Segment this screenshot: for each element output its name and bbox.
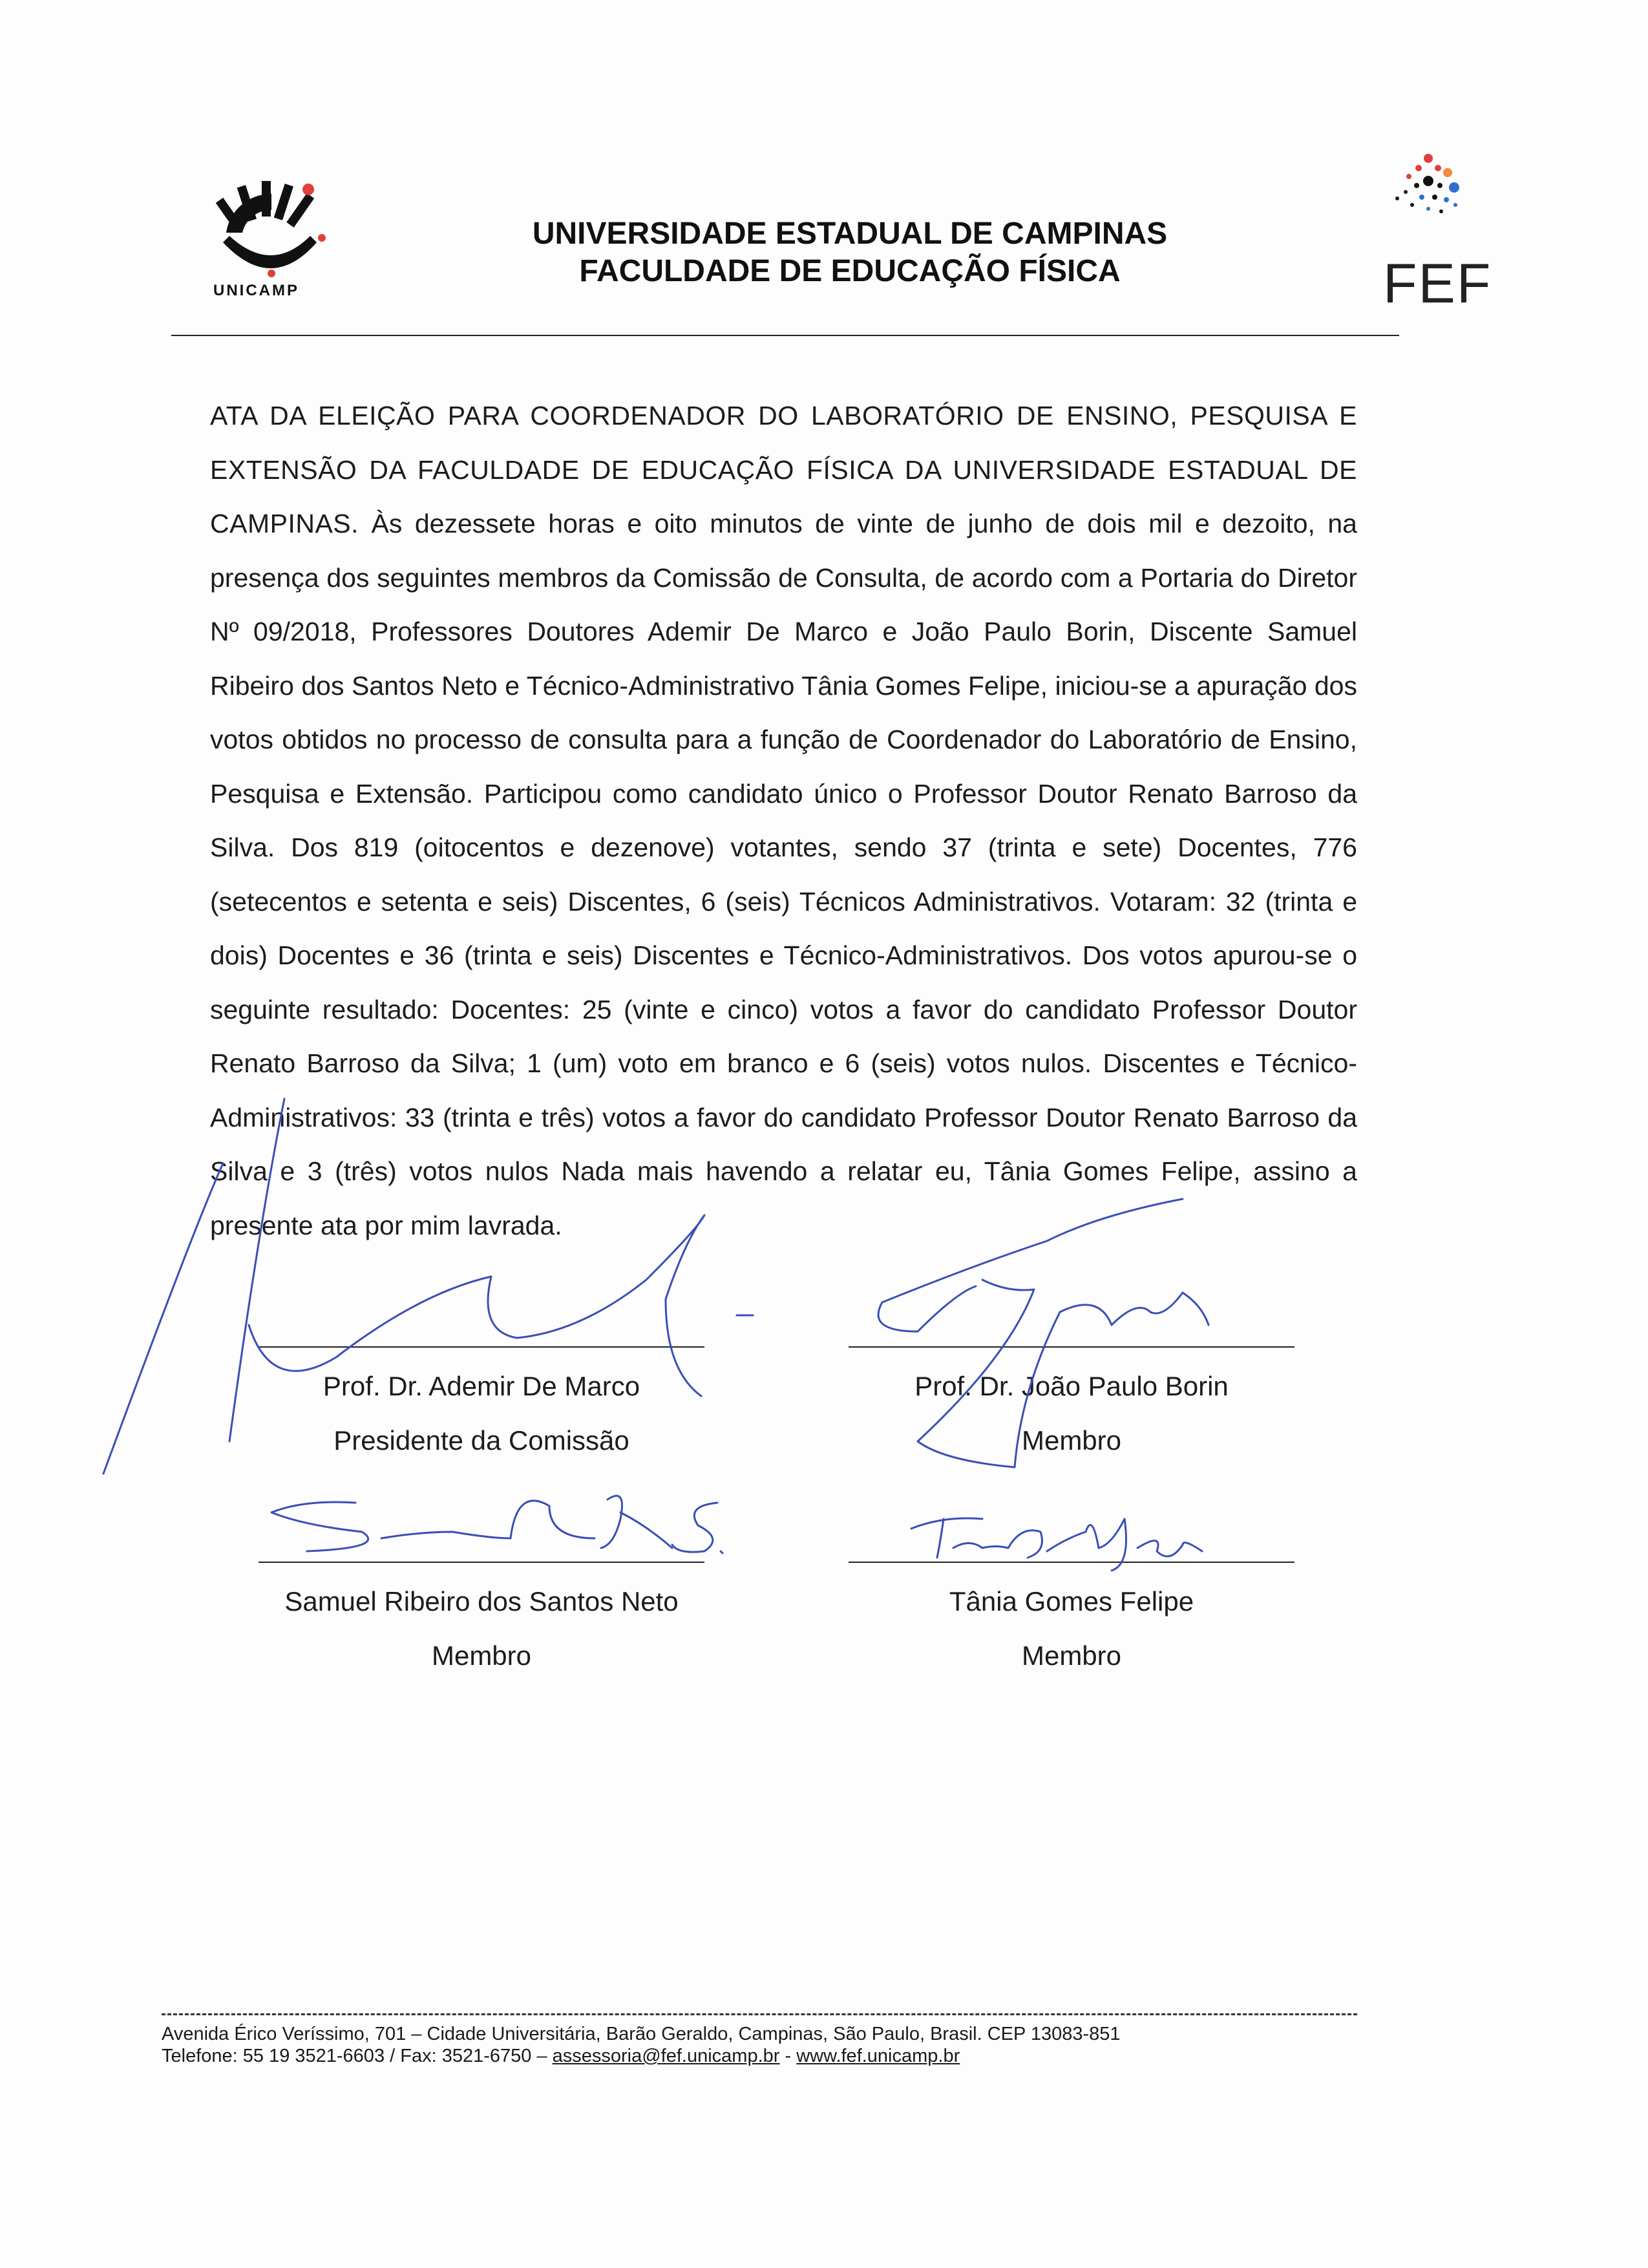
signatory-2 xyxy=(849,1359,1294,1468)
footer-contact xyxy=(162,2045,1389,2067)
footer-phone: Telefone: 55 19 3521-6603 / Fax: 3521-6750 – xyxy=(162,2046,553,2066)
signatory-role: Membro xyxy=(431,1640,532,1671)
signature-line-1 xyxy=(259,1346,704,1348)
fef-logo-icon xyxy=(1383,152,1474,229)
minutes-title: ATA DA ELEIÇÃO PARA COORDENADOR DO LABORATÓRIO DE ENSINO, PESQUISA E EXTENSÃO DA FACULDADE DE EDUCAÇÃO FÍSICA DA UNIVERSIDADE ESTADUAL DE CAMPINAS. xyxy=(210,401,1357,538)
minutes-body xyxy=(210,389,1357,1253)
faculty-name: FACULDADE DE EDUCAÇÃO FÍSICA xyxy=(579,254,1121,288)
signature-samuel xyxy=(271,1496,723,1553)
header-titles xyxy=(362,215,1338,290)
footer-address: Avenida Érico Veríssimo, 701 – Cidade Universitária, Barão Geraldo, Campinas, São Paulo, Brasil. CEP 13083-851 xyxy=(162,2024,1121,2044)
university-name: UNIVERSIDADE ESTADUAL DE CAMPINAS xyxy=(532,217,1168,251)
signatory-role: Presidente da Comissão xyxy=(333,1425,629,1456)
website-link[interactable]: www.fef.unicamp.br xyxy=(796,2046,960,2066)
signatory-1 xyxy=(259,1359,704,1468)
signatory-name: Prof. Dr. João Paulo Borin xyxy=(914,1371,1229,1401)
signatory-role: Membro xyxy=(1021,1425,1122,1456)
signatory-role: Membro xyxy=(1021,1640,1122,1671)
unicamp-logo-text: UNICAMP xyxy=(213,282,299,299)
signatory-name: Tânia Gomes Felipe xyxy=(949,1586,1194,1616)
minutes-text: Às dezessete horas e oito minutos de vinte de junho de dois mil e dezoito, na presença dos seguintes membros da Comissão de Consulta, de acordo com a Portaria do Diretor Nº 09/2018, Professores Doutores Ademir De Marco e João Paulo Borin, Discente Samuel Ribeiro dos Santos Neto e Técnico-Administrativo Tânia Gomes Felipe, iniciou-se a apuração dos votos obtidos no processo de consulta para a função de Coordenador do Laboratório de Ensino, Pesquisa e Extensão. Participou como candidato único o Professor Doutor Renato Barroso da Silva. Dos 819 (oitocentos e dezenove) votantes, sendo 37 (trinta e sete) Docentes, 776 (setecentos e setenta e seis) Discentes, 6 (seis) Técnicos Administrativos. Votaram: 32 (trinta e dois) Docentes e 36 (trinta e seis) Discentes e Técnico-Administrativos. Dos votos apurou-se o seguinte resultado: Docentes: 25 (vinte e cinco) votos a favor do candidato Professor Doutor Renato Barroso da Silva; 1 (um) voto em branco e 6 (seis) votos nulos. Discentes e Técnico-Administrativos: 33 (trinta e três) votos a favor do candidato Professor Doutor Renato Barroso da Silva e 3 (três) votos nulos Nada mais havendo a relatar eu, Tânia Gomes Felipe, assino a presente ata por mim lavrada. xyxy=(210,509,1357,1240)
footer-divider xyxy=(162,2013,1357,2015)
signatory-4 xyxy=(849,1574,1294,1683)
header-divider xyxy=(171,335,1399,336)
signatory-name: Prof. Dr. Ademir De Marco xyxy=(322,1371,640,1401)
signature-line-4 xyxy=(849,1562,1294,1563)
footer xyxy=(162,2023,1389,2067)
unicamp-logo-icon xyxy=(207,171,336,301)
footer-separator: - xyxy=(779,2046,797,2066)
signature-line-2 xyxy=(849,1346,1294,1348)
signature-line-3 xyxy=(259,1562,704,1563)
signatory-3 xyxy=(259,1574,704,1683)
fef-logo-text: FEF xyxy=(1383,253,1492,315)
signatory-name: Samuel Ribeiro dos Santos Neto xyxy=(284,1586,679,1616)
email-link[interactable]: assessoria@fef.unicamp.br xyxy=(552,2046,780,2066)
